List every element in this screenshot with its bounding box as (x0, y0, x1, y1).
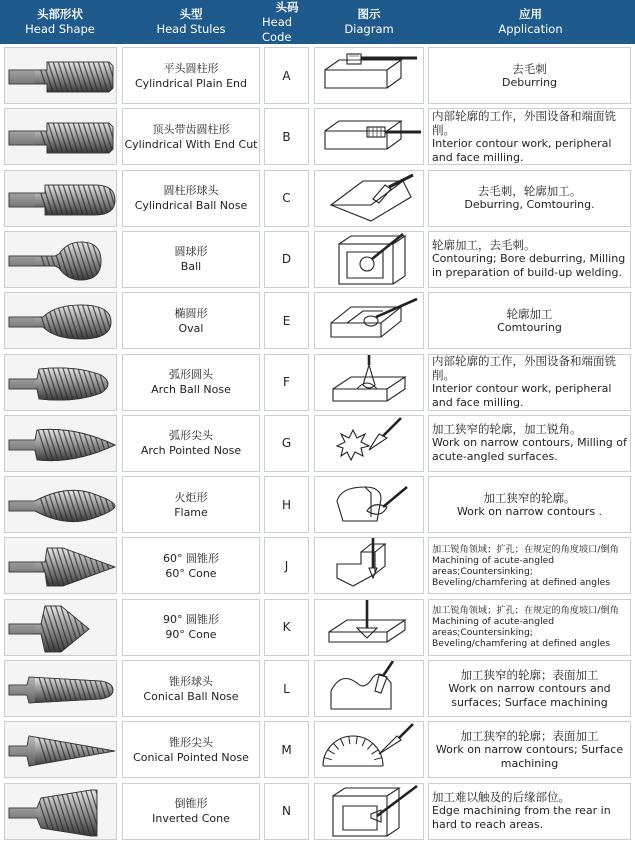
head-style-zh: 火炬形 (174, 490, 208, 504)
head-style-zh: 倒锥形 (174, 797, 208, 811)
head-code: C (282, 191, 291, 206)
header-head-code (262, 0, 312, 44)
head-style-cell (122, 660, 260, 717)
head-code: E (282, 313, 291, 328)
head-style-en: 60° Cone (165, 566, 217, 580)
head-style-zh: 平头圆柱形 (163, 61, 219, 75)
table-row (0, 660, 635, 717)
usage-diagram (314, 108, 424, 165)
header-style-zh: 头型 (179, 7, 203, 21)
application-zh: 去毛刺，轮廓加工。 (477, 184, 582, 199)
application-en: Work on narrow contours, Milling of acute-angled surfaces. (432, 436, 627, 464)
head-code: L (283, 681, 290, 696)
head-style-cell (122, 537, 260, 594)
head-style-en: Ball (180, 260, 202, 274)
head-style-zh: 90° 圆锥形 (163, 613, 219, 627)
head-style-zh: 弧形尖头 (169, 429, 213, 443)
head-style-en: Cylindrical Plain End (134, 76, 248, 90)
head-style-cell (122, 721, 260, 778)
head-code-cell (264, 476, 309, 533)
head-style-en: 90° Cone (165, 628, 217, 642)
application-cell (428, 292, 631, 349)
table-row (0, 47, 635, 104)
burr-head-image (4, 47, 117, 104)
head-style-zh: 圆柱形球头 (163, 184, 219, 198)
burr-head-image (4, 170, 117, 227)
application-cell (428, 354, 631, 411)
table-row (0, 354, 635, 411)
burr-head-image (4, 292, 117, 349)
application-zh: 加工难以触及的后缘部位。 (432, 790, 570, 805)
table-row (0, 476, 635, 533)
usage-diagram (314, 231, 424, 288)
head-style-en: Conical Pointed Nose (133, 750, 249, 764)
application-zh: 加工狭窄的轮廓。 (483, 490, 576, 505)
application-cell (428, 537, 631, 594)
head-style-en: Inverted Cone (152, 812, 230, 826)
header-code-en: Head Code (262, 14, 293, 44)
application-zh: 加工狭窄的轮廓，加工锐角。 (432, 422, 582, 437)
table-row (0, 415, 635, 472)
burr-head-image (4, 476, 117, 533)
application-cell (428, 660, 631, 717)
head-style-cell (122, 599, 260, 656)
usage-diagram (314, 170, 424, 227)
application-zh: 轮廓加工 (506, 306, 553, 321)
header-diagram-en: Diagram (344, 22, 394, 36)
head-style-zh: 60° 圆锥形 (163, 551, 219, 565)
application-cell (428, 108, 631, 165)
usage-diagram (314, 660, 424, 717)
head-style-en: Cylindrical With End Cut (124, 137, 258, 151)
head-code: M (281, 742, 292, 757)
head-code: B (282, 129, 291, 144)
header-app-zh: 应用 (519, 7, 542, 21)
application-en: Machining of acute-angled areas;Countersinking; Beveling/chamfering at defined angles (432, 554, 611, 588)
table-row (0, 170, 635, 227)
head-style-cell (122, 47, 260, 104)
application-zh: 加工锐角领域；扩孔；在规定的角度坡口/倒角 (432, 543, 619, 555)
usage-diagram (314, 47, 424, 104)
application-en: Work on narrow contours and surfaces; Surface machining (448, 681, 611, 709)
table-row (0, 292, 635, 349)
table-row (0, 231, 635, 288)
application-en: Machining of acute-angled areas;Countersinking; Beveling/chamfering at defined angles (432, 616, 611, 650)
header-app-en: Application (498, 22, 563, 36)
table-row (0, 537, 635, 594)
head-style-zh: 锥形尖头 (169, 735, 213, 749)
head-style-cell (122, 292, 260, 349)
burr-head-image (4, 415, 117, 472)
usage-diagram (314, 292, 424, 349)
head-code-cell (264, 599, 309, 656)
header-head-style (120, 0, 262, 44)
application-zh: 去毛刺 (512, 61, 547, 76)
header-shape-en: Head Shape (25, 22, 95, 36)
application-zh: 内部轮廓的工作，外围设备和端面铣削。 (432, 354, 616, 382)
head-code: G (281, 436, 292, 451)
usage-diagram (314, 721, 424, 778)
header-application (426, 0, 635, 44)
header-style-en: Head Stules (156, 22, 226, 36)
head-style-zh: 弧形圆头 (169, 368, 213, 381)
head-style-zh: 圆球形 (174, 245, 208, 259)
application-en: Work on narrow contours . (456, 504, 603, 518)
head-style-en: Oval (178, 321, 204, 335)
application-en: Work on narrow contours; Surface machining (435, 742, 624, 770)
head-style-zh: 顶头带齿圆柱形 (152, 122, 230, 136)
head-code: K (282, 620, 291, 635)
head-code-cell (264, 415, 309, 472)
head-code-cell (264, 783, 309, 840)
head-style-cell (122, 170, 260, 227)
burr-head-image (4, 599, 117, 656)
application-zh: 加工狭窄的轮廓；表面加工 (460, 667, 599, 682)
header-diagram (312, 0, 426, 44)
table-header (0, 0, 635, 44)
application-cell (428, 47, 631, 104)
head-code-cell (264, 660, 309, 717)
head-style-cell (122, 415, 260, 472)
application-cell (428, 721, 631, 778)
application-zh: 加工狭窄的轮廓；表面加工 (460, 728, 599, 743)
head-style-zh: 椭圆形 (174, 306, 208, 320)
head-style-cell (122, 354, 260, 411)
application-en: Contouring; Bore deburring, Milling in preparation of build-up welding. (432, 252, 626, 280)
table-row (0, 721, 635, 778)
table-row (0, 599, 635, 656)
application-zh: 内部轮廓的工作，外围设备和端面铣削。 (432, 108, 616, 137)
burr-head-image (4, 108, 117, 165)
head-code: A (282, 68, 291, 83)
head-style-en: Arch Ball Nose (151, 383, 231, 396)
application-cell (428, 170, 631, 227)
application-cell (428, 599, 631, 656)
head-code-cell (264, 537, 309, 594)
head-style-cell (122, 476, 260, 533)
usage-diagram (314, 599, 424, 656)
head-code-cell (264, 108, 309, 165)
head-code-cell (264, 231, 309, 288)
head-style-en: Conical Ball Nose (143, 689, 239, 703)
application-cell (428, 476, 631, 533)
head-style-en: Cylindrical Ball Nose (134, 199, 248, 213)
usage-diagram (314, 783, 424, 840)
head-code-cell (264, 47, 309, 104)
table-row (0, 783, 635, 840)
application-en: Comtouring (497, 320, 562, 334)
head-code-cell (264, 354, 309, 411)
head-style-cell (122, 231, 260, 288)
application-en: Interior contour work, peripheral and face milling. (432, 382, 612, 409)
header-diagram-zh: 图示 (357, 7, 381, 21)
header-shape-zh: 头部形状 (37, 7, 83, 21)
burr-head-image (4, 660, 117, 717)
usage-diagram (314, 476, 424, 533)
head-code: D (281, 252, 292, 267)
header-head-shape (0, 0, 120, 44)
head-style-cell (122, 108, 260, 165)
burr-head-image (4, 783, 117, 840)
burr-head-image (4, 231, 117, 288)
header-code-zh: 头码 (275, 0, 299, 14)
head-code: F (283, 375, 290, 389)
usage-diagram (314, 354, 424, 411)
head-style-en: Arch Pointed Nose (140, 444, 242, 458)
burr-head-image (4, 354, 117, 411)
head-code: J (284, 558, 289, 573)
table-row (0, 108, 635, 165)
application-cell (428, 415, 631, 472)
application-zh: 轮廓加工，去毛刺。 (432, 238, 536, 253)
application-en: Edge machining from the rear in hard to reach areas. (432, 804, 611, 832)
head-code: H (281, 497, 292, 512)
burr-head-image (4, 537, 117, 594)
usage-diagram (314, 537, 424, 594)
head-code: N (282, 804, 291, 819)
application-en: Deburring (501, 75, 558, 89)
head-style-zh: 锥形球头 (169, 674, 213, 688)
head-code-cell (264, 292, 309, 349)
head-code-cell (264, 721, 309, 778)
head-code-cell (264, 170, 309, 227)
burr-head-image (4, 721, 117, 778)
application-cell (428, 231, 631, 288)
usage-diagram (314, 415, 424, 472)
application-en: Deburring, Comtouring. (464, 198, 595, 212)
application-cell (428, 783, 631, 840)
head-style-cell (122, 783, 260, 840)
head-style-en: Flame (174, 505, 208, 519)
application-en: Interior contour work, peripheral and face milling. (432, 136, 612, 164)
application-zh: 加工锐角领域；扩孔；在规定的角度坡口/倒角 (432, 605, 619, 617)
